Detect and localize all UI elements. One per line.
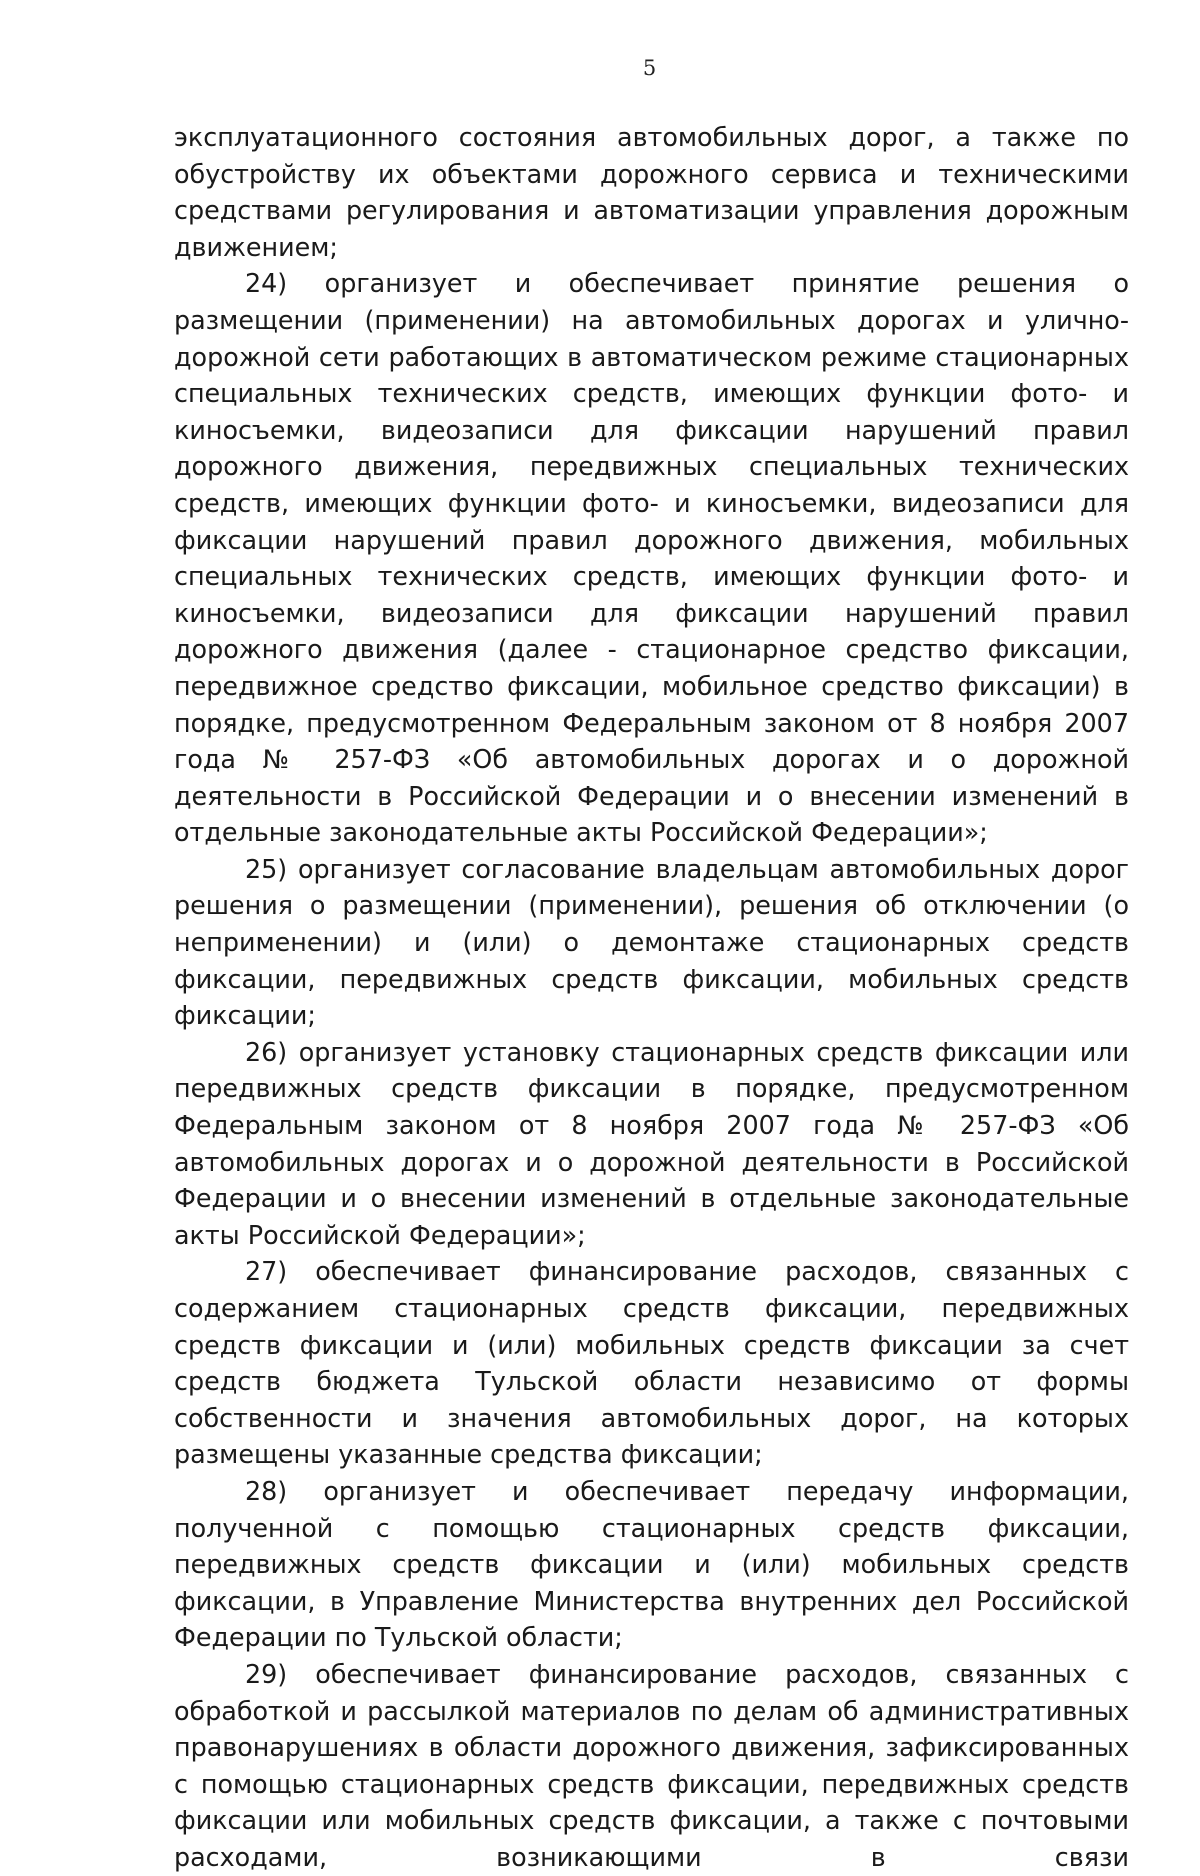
paragraph-item-29: 29) обеспечивает финансирование расходов, связанных с обработкой и рассылкой материалов по делам об административных правонарушениях в области дорожного движения, зафиксированных с помощью стационарных средств фиксации, передвижных средств фиксации или мобильных средств фиксации, а также с почтовыми расходами, возникающими в связи	[174, 1658, 1129, 1872]
paragraph-item-24: 24) организует и обеспечивает принятие решения о размещении (применении) на автомобильных дорогах и улично-дорожной сети работающих в автоматическом режиме стационарных специальных технических средств, имеющих функции фото- и киносъемки, видеозаписи для фиксации нарушений правил дорожного движения, передвижных специальных технических средств, имеющих функции фото- и киносъемки, видеозаписи для фиксации нарушений правил дорожного движения, мобильных специальных технических средств, имеющих функции фото- и киносъемки, видеозаписи для фиксации нарушений правил дорожного движения (далее - стационарное средство фиксации, передвижное средство фиксации, мобильное средство фиксации) в порядке, предусмотренном Федеральным законом от 8 ноября 2007 года № 257-ФЗ «Об автомобильных дорогах и о дорожной деятельности в Российской Федерации и о внесении изменений в отдельные законодательные акты Российской Федерации»;	[174, 268, 1129, 848]
document-body	[174, 119, 1129, 1876]
paragraph-item-27: 27) обеспечивает финансирование расходов, связанных с содержанием стационарных средств фиксации, передвижных средств фиксации и (или) мобильных средств фиксации за счет средств бюджета Тульской области независимо от формы собственности и значения автомобильных дорог, на которых размещены указанные средства фиксации;	[174, 1256, 1129, 1470]
page-number: 5	[642, 56, 657, 80]
paragraph-item-26: 26) организует установку стационарных средств фиксации или передвижных средств фиксации в порядке, предусмотренном Федеральным законом от 8 ноября 2007 года № 257-ФЗ «Об автомобильных дорогах и о дорожной деятельности в Российской Федерации и о внесении изменений в отдельные законодательные акты Российской Федерации»;	[174, 1036, 1129, 1250]
paragraph-continuation: эксплуатационного состояния автомобильных дорог, а также по обустройству их объектами дорожного сервиса и техническими средствами регулирования и автоматизации управления дорожным движением;	[174, 122, 1129, 262]
paragraph-item-25: 25) организует согласование владельцам автомобильных дорог решения о размещении (применении), решения об отключении (о неприменении) и (или) о демонтаже стационарных средств фиксации, передвижных средств фиксации, мобильных средств фиксации;	[174, 853, 1129, 1031]
paragraph-item-28: 28) организует и обеспечивает передачу информации, полученной с помощью стационарных средств фиксации, передвижных средств фиксации и (или) мобильных средств фиксации, в Управление Министерства внутренних дел Российской Федерации по Тульской области;	[174, 1475, 1129, 1653]
